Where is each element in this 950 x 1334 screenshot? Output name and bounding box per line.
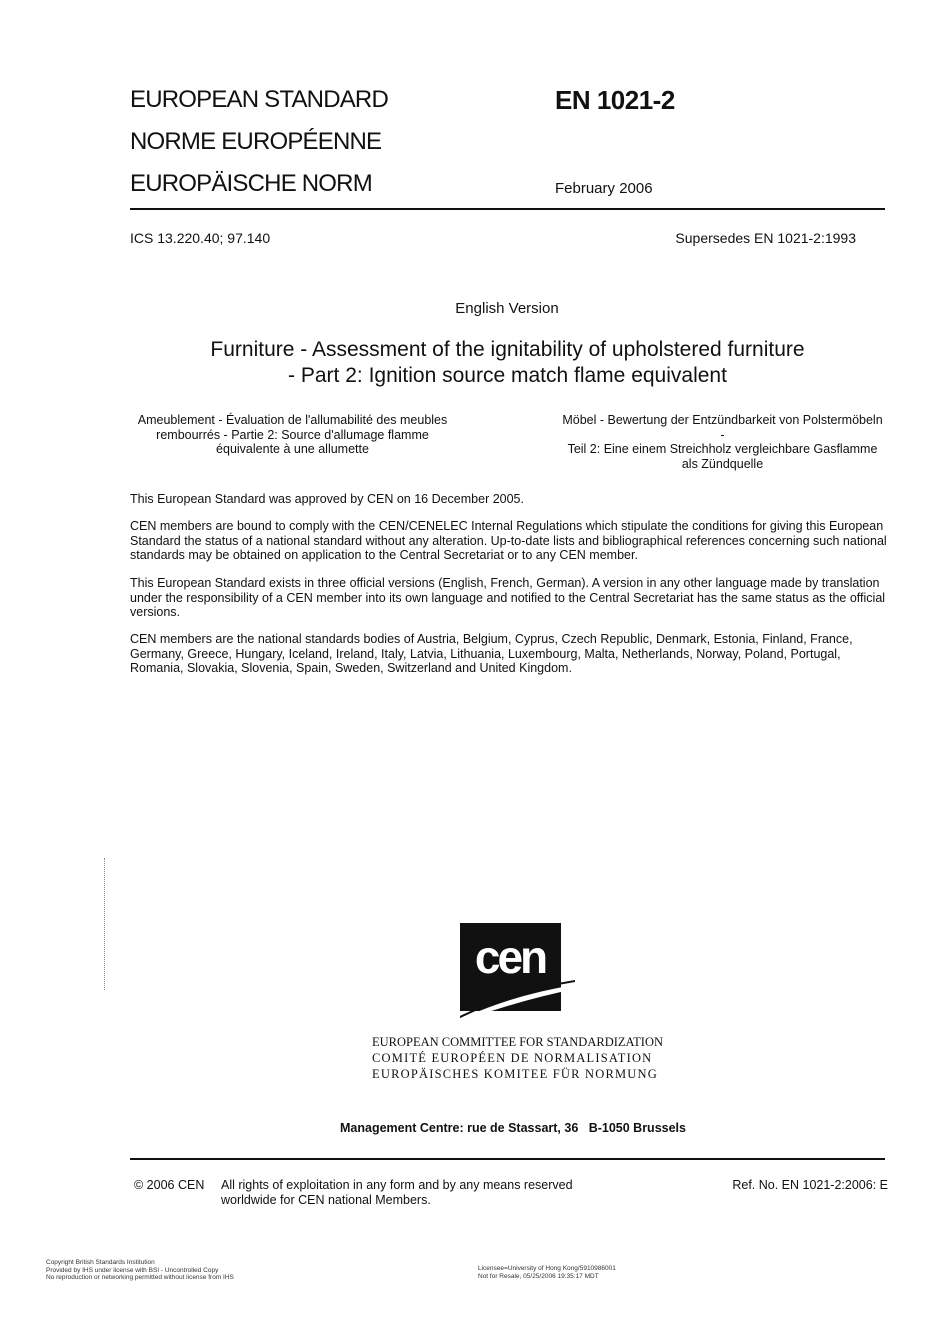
standard-title-en: EUROPEAN STANDARD xyxy=(130,86,388,113)
supersedes-note: Supersedes EN 1021-2:1993 xyxy=(675,230,856,246)
header-divider xyxy=(130,208,885,210)
committee-name-fr: COMITÉ EUROPÉEN DE NORMALISATION xyxy=(372,1051,653,1065)
document-number: EN 1021-2 xyxy=(555,85,675,115)
french-title-line: équivalente à une allumette xyxy=(216,442,369,456)
french-title-line: Ameublement - Évaluation de l'allumabilité des meubles xyxy=(137,413,448,427)
footer-divider xyxy=(130,1158,885,1160)
main-title-line: Furniture - Assessment of the ignitability of upholstered furniture xyxy=(210,338,805,361)
members-paragraph: CEN members are the national standards bodies of Austria, Belgium, Cyprus, Czech Republic, Denmark, Estonia, Finland, France, Germany, Greece, Hungary, Iceland, Ireland, Italy, Latvia, Lithuania, Luxembourg, Malta, Netherlands, Norway, Poland, Portugal, Romania, Slovakia, Slovenia, Spain, Sweden, Switzerland and United Kingdom. xyxy=(130,632,853,676)
compliance-paragraph: CEN members are bound to comply with the CEN/CENELEC Internal Regulations which stipulate the conditions for giving this European Standard the status of a national standard without any alteration. Up-to-date lists and bibliographical references concerning such national standards may be obtained on application to the Central Secretariat or to any CEN member. xyxy=(130,519,887,563)
committee-name-de: EUROPÄISCHES KOMITEE FÜR NORMUNG xyxy=(372,1067,658,1081)
french-title xyxy=(130,413,455,457)
rights-line: All rights of exploitation in any form and by any means reserved xyxy=(221,1178,573,1192)
license-line: Licensee=University of Hong Kong/5910986001 xyxy=(478,1265,616,1272)
german-title-line: Teil 2: Eine einem Streichholz vergleichbare Gasflamme xyxy=(567,442,878,456)
committee-name-en: EUROPEAN COMMITTEE FOR STANDARDIZATION xyxy=(372,1035,664,1049)
main-title xyxy=(130,337,885,389)
license-line: Not for Resale, 05/25/2006 19:35:17 MDT xyxy=(478,1272,599,1280)
versions-paragraph: This European Standard exists in three official versions (English, French, German). A version in any other language made by translation under the responsibility of a CEN member into its own language and notified to the Central Secretariat has the same status as the official versions. xyxy=(130,576,886,620)
cen-logo-icon xyxy=(460,923,575,1023)
reference-number: Ref. No. EN 1021-2:2006: E xyxy=(732,1178,888,1192)
version-label: English Version xyxy=(455,300,559,317)
management-centre-address: Management Centre: rue de Stassart, 36 B-1050 Brussels xyxy=(340,1121,686,1135)
standard-title-fr: NORME EUROPÉENNE xyxy=(130,128,382,155)
rights-notice xyxy=(221,1178,601,1207)
license-footer-left xyxy=(46,1259,234,1282)
standard-title-de: EUROPÄISCHE NORM xyxy=(130,170,372,197)
scan-margin-dots xyxy=(104,858,108,990)
copyright-notice: © 2006 CEN xyxy=(134,1178,205,1192)
german-title xyxy=(560,413,885,471)
license-line: No reproduction or networking permitted without license from IHS xyxy=(46,1274,234,1281)
ics-codes: ICS 13.220.40; 97.140 xyxy=(130,230,271,246)
cen-logo-text: cen xyxy=(474,931,546,983)
german-title-line: Möbel - Bewertung der Entzündbarkeit von Polstermöbeln - xyxy=(562,413,883,442)
rights-line: worldwide for CEN national Members. xyxy=(221,1192,431,1207)
license-line: Copyright British Standards Institution xyxy=(46,1259,155,1266)
license-footer-right xyxy=(478,1265,616,1280)
german-title-line: als Zündquelle xyxy=(681,456,764,471)
french-title-line: rembourrés - Partie 2: Source d'allumage flamme xyxy=(156,427,429,442)
publication-date: February 2006 xyxy=(555,180,653,197)
license-line: Provided by IHS under license with BSI - Uncontrolled Copy xyxy=(46,1266,219,1274)
main-title-line: - Part 2: Ignition source match flame equivalent xyxy=(288,364,727,387)
approval-paragraph: This European Standard was approved by CEN on 16 December 2005. xyxy=(130,492,524,506)
